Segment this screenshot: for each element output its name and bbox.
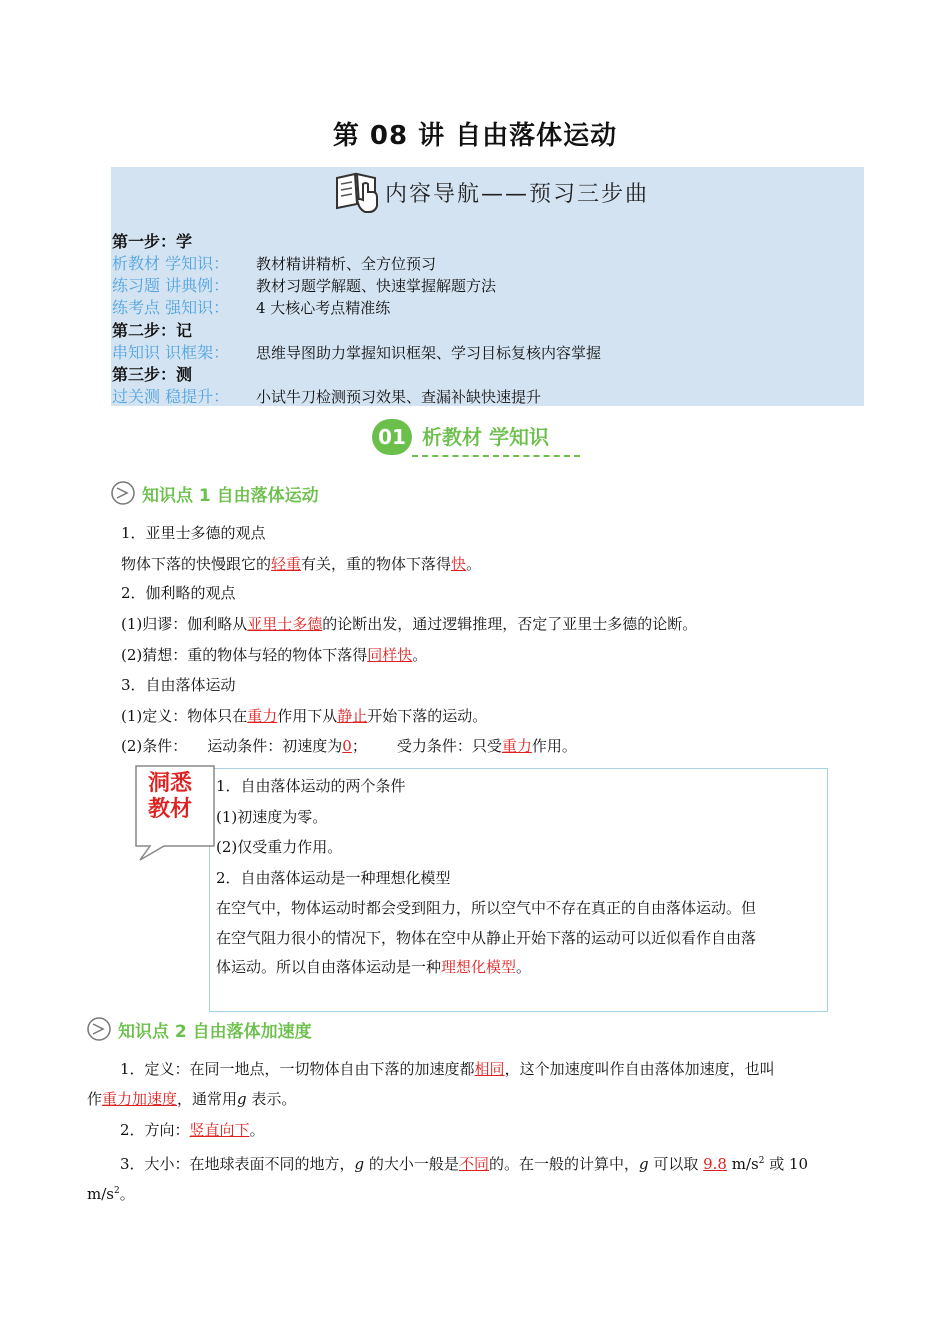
bubble-label: 洞悉 教材 [147, 771, 192, 822]
kp2-line: 3．大小：在地球表面不同的地方，g 的大小一般是不同的。在一般的计算中，g 可以取 9.8 $m/s^2$ 或 10 [120, 1155, 809, 1173]
nav-item: 练习题 讲典例： 教材习题学解题、快速掌握解题方法 [112, 276, 497, 295]
kp2-line: 作重力加速度，通常用g 表示。 [87, 1090, 297, 1108]
step2-label: 第二步：记 [112, 321, 193, 340]
section-number: 01 [372, 419, 412, 455]
step1-label: 第一步：学 [112, 232, 193, 251]
arrow-circle-icon [110, 480, 136, 506]
kp2-line: $m/s^2$。 [87, 1185, 135, 1203]
nav-item: 析教材 学知识： 教材精讲精析、全方位预习 [112, 254, 437, 273]
kp1-line: 物体下落的快慢跟它的轻重有关，重的物体下落得快。 [121, 555, 482, 573]
section-badge [372, 417, 582, 461]
kp1-line: 1．亚里士多德的观点 [121, 524, 266, 542]
note-line: (1)初速度为零。 [216, 808, 328, 826]
content-nav-header [333, 170, 649, 214]
kp1-line: (2)条件： 运动条件：初速度为0； 受力条件：只受重力作用。 [121, 737, 577, 755]
section-label: 析教材 学知识 [422, 425, 549, 449]
note-line: 在空气中，物体运动时都会受到阻力，所以空气中不存在真正的自由落体运动。但 [216, 899, 757, 917]
note-line: 1．自由落体运动的两个条件 [216, 777, 406, 795]
content-nav-title: 内容导航——预习三步曲 [385, 181, 650, 207]
step3-label: 第三步：测 [112, 365, 193, 384]
kp1-line: (1)定义：物体只在重力作用下从静止开始下落的运动。 [121, 707, 488, 725]
page-title: 第 08 讲 自由落体运动 [332, 121, 618, 151]
kp1-line: 3．自由落体运动 [121, 676, 236, 694]
note-line: 体运动。所以自由落体运动是一种理想化模型。 [216, 958, 532, 976]
kp2-line: 1．定义：在同一地点，一切物体自由下落的加速度都相同，这个加速度叫作自由落体加速度，也叫 [120, 1060, 775, 1078]
nav-item: 练考点 强知识： 4 大核心考点精准练 [112, 298, 391, 317]
note-line: 在空气阻力很小的情况下，物体在空中从静止开始下落的运动可以近似看作自由落 [216, 929, 757, 947]
nav-item: 过关测 稳提升： 小试牛刀检测预习效果、查漏补缺快速提升 [112, 387, 542, 406]
kp1-line: (2)猜想：重的物体与轻的物体下落得同样快。 [121, 646, 428, 664]
note-line: (2)仅受重力作用。 [216, 838, 343, 856]
arrow-circle-icon [86, 1016, 112, 1042]
kp1-line: 2．伽利略的观点 [121, 584, 236, 602]
kp2-line: 2．方向：竖直向下。 [120, 1121, 265, 1139]
note-line: 2．自由落体运动是一种理想化模型 [216, 869, 451, 887]
section-underline [412, 455, 580, 457]
nav-item: 串知识 识框架： 思维导图助力掌握知识框架、学习目标复核内容掌握 [112, 343, 602, 362]
knowledge-point-1-heading: 知识点 1 自由落体运动 [110, 480, 319, 506]
book-hand-icon [333, 170, 385, 214]
kp1-line: (1)归谬：伽利略从亚里士多德的论断出发，通过逻辑推理，否定了亚里士多德的论断。 [121, 615, 698, 633]
knowledge-point-2-heading: 知识点 2 自由落体加速度 [86, 1016, 312, 1042]
